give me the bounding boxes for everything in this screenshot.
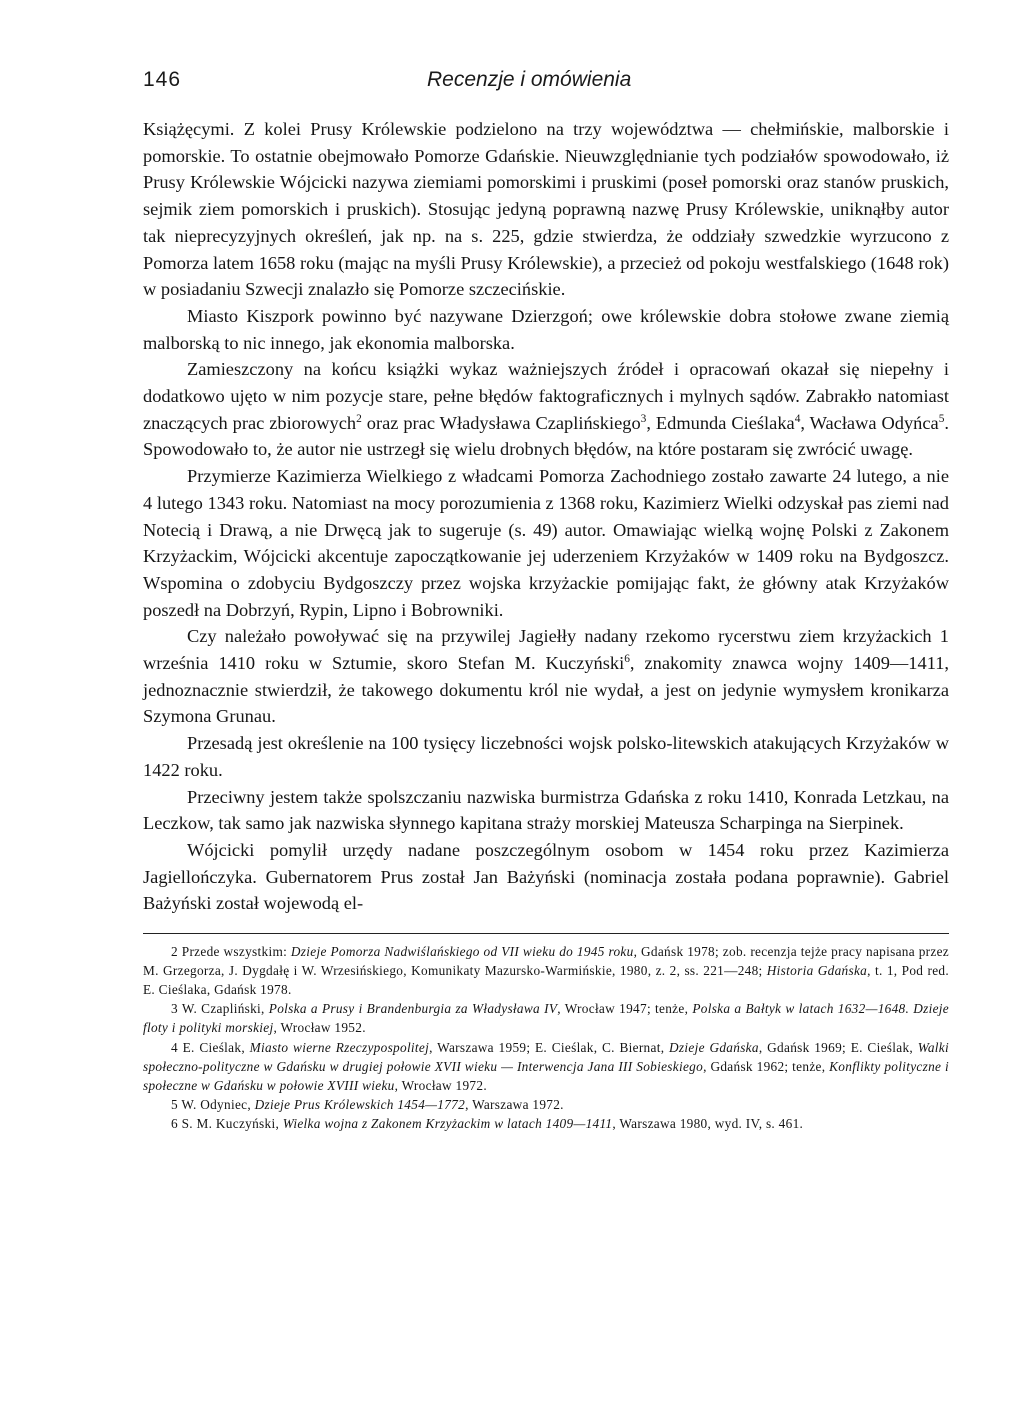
text-run: . Spowodowało to, że autor nie ustrzegł się wielu drobnych błędów, na które postaram się zwrócić uwagę. [143, 412, 949, 460]
footnote-6 [143, 1114, 949, 1133]
text-run: oraz prac Władysława Czaplińskiego [361, 412, 641, 433]
footnote-ref: 3 [640, 412, 647, 425]
footnote-text: 4 E. Cieślak, [171, 1039, 250, 1055]
footnote-title: Walki społeczno-polityczne w Gdańsku w drugiej połowie XVII wieku — Interwencja Jana III Sobieskiego [143, 1039, 949, 1074]
paragraph-2: Miasto Kiszpork powinno być nazywane Dzierzgoń; owe królewskie dobra stołowe zwane ziemią malborską to nic innego, jak ekonomia malborska. [143, 305, 949, 353]
footnote-text: , Gdańsk 1969; E. Cieślak, [758, 1039, 918, 1055]
footnote-title: Dzieje Gdańska [669, 1039, 759, 1055]
footnote-title: Dzieje Prus Królewskich 1454—1772 [254, 1096, 466, 1112]
footnote-text: , Warszawa 1972. [465, 1096, 564, 1112]
footnote-ref: 4 [794, 412, 801, 425]
footnote-text: , Wrocław 1952. [273, 1020, 366, 1036]
footnote-text: , Warszawa 1959; E. Cieślak, C. Biernat, [429, 1039, 670, 1055]
paragraph-4: Przymierze Kazimierza Wielkiego z władcami Pomorza Zachodniego zostało zawarte 24 lutego, a nie 4 lutego 1343 roku. Natomiast na mocy porozumienia z 1368 roku, Kazimierz Wielki odzyskał pas ziemi nad Notecią i Drawą, a nie Drwęcą jak to sugeruje (s. 49) autor. Omawiając wielką wojnę Polski z Zakonem Krzyżackim, Wójcicki akcentuje zapoczątkowanie jej uderzeniem Krzyżaków w 1409 roku na Bydgoszcz. Wspomina o zdobyciu Bydgoszczy przez wojska krzyżackie pomijając fakt, że główny atak Krzyżaków poszedł na Dobrzyń, Rypin, Lipno i Bobrowniki. [143, 466, 949, 620]
text-run: Czy należało powoływać się na przywilej Jagiełły nadany rzekomo rycerstwu ziem krzyżackich 1 września 1410 roku w Sztumie, skoro Stefan M. Kuczyński [143, 626, 949, 674]
footnote-ref: 5 [938, 412, 945, 425]
footnote-divider [143, 933, 949, 934]
footnote-2 [143, 942, 949, 999]
main-text [143, 116, 949, 917]
footnote-text: , Wrocław 1947; tenże, [557, 1001, 693, 1017]
footnote-title: Miasto wierne Rzeczypospolitej [249, 1039, 430, 1055]
paragraph-5 [143, 623, 949, 730]
page-number: 146 [143, 68, 182, 91]
footnotes [143, 942, 949, 1133]
footnote-text: , t. 1, Pod red. E. Cieślaka, Gdańsk 1978. [143, 963, 949, 998]
text-run: , Wacława Odyńca [800, 412, 939, 433]
paragraph-3 [143, 356, 949, 463]
footnote-ref: 2 [356, 412, 362, 425]
footnote-title: Dzieje Pomorza Nadwiślańskiego od VII wieku do 1945 roku [290, 944, 634, 960]
page-header [143, 62, 949, 106]
text-run: , znakomity znawca wojny 1409—1411, jednoznacznie stwierdził, że takowego dokumentu król nie wydał, a jest on jedynie wymysłem kronikarza Szymona Grunau. [143, 653, 950, 727]
footnote-5 [143, 1095, 949, 1114]
text-run: Zamieszczony na końcu książki wykaz ważniejszych źródeł i opracowań okazał się niepełny i dodatkowo ujęto w nim pozycje stare, pełne błędów faktograficznych i mylnych sądów. Zabrakło natomiast znaczących prac zbiorowych [143, 359, 949, 433]
footnote-text: , Gdańsk 1962; tenże, [703, 1058, 830, 1074]
footnote-text: , Warszawa 1980, wyd. IV, s. 461. [612, 1115, 804, 1131]
paragraph-7: Przeciwny jestem także spolszczaniu nazwiska burmistrza Gdańska z roku 1410, Konrada Letzkau, na Leczkow, tak samo jak nazwiska słynnego kapitana straży morskiej Mateusza Scharpinga na Sierpinek. [143, 786, 949, 834]
footnote-title: Historia Gdańska [766, 963, 868, 979]
footnote-title: Konflikty polityczne i społeczne w Gdańsku w połowie XVIII wieku [143, 1058, 949, 1093]
footnote-text: 6 S. M. Kuczyński, [171, 1115, 283, 1131]
footnote-ref: 6 [624, 652, 630, 665]
paragraph-1: Książęcymi. Z kolei Prusy Królewskie podzielono na trzy województwa — chełmińskie, malborskie i pomorskie. To ostatnie obejmowało Pomorze Gdańskie. Nieuwzględnianie tych podziałów spowodowało, iż Prusy Królewskie Wójcicki nazywa ziemiami pomorskimi i pruskimi (poseł pomorski oraz stanów pruskich, sejmik ziem pomorskich i pruskich). Stosując jedyną poprawną nazwę Prusy Królewskie, uniknąłby autor tak nieprecyzyjnych określeń, jak np. na s. 225, gdzie stwierdza, że oddziały szwedzkie wyrzucono z Pomorza latem 1658 roku (mając na myśli Prusy Królewskie), a przecież od pokoju westfalskiego (1648 rok) w posiadaniu Szwecji znalazło się Pomorze szczecińskie. [143, 119, 949, 300]
paragraph-8: Wójcicki pomylił urzędy nadane poszczególnym osobom w 1454 roku przez Kazimierza Jagiellończyka. Gubernatorem Prus został Jan Bażyński (nominacja została podana poprawnie). Gabriel Bażyński został wojewodą el- [143, 839, 949, 914]
page [143, 62, 949, 1133]
footnote-text: 2 Przede wszystkim: [171, 944, 291, 960]
footnote-3 [143, 999, 949, 1037]
footnote-title: Wielka wojna z Zakonem Krzyżackim w latach 1409—1411 [282, 1115, 613, 1131]
footnote-text: , Wrocław 1972. [394, 1077, 487, 1093]
footnote-title: Polska a Bałtyk w latach 1632—1648. Dzieje floty i polityki morskiej [143, 1001, 949, 1036]
footnote-text: 3 W. Czapliński, [171, 1001, 269, 1017]
footnote-4 [143, 1038, 949, 1095]
paragraph-6: Przesadą jest określenie na 100 tysięcy liczebności wojsk polsko-litewskich atakujących Krzyżaków w 1422 roku. [143, 733, 949, 780]
footnote-text: 5 W. Odyniec, [171, 1096, 255, 1112]
text-run: , Edmunda Cieślaka [646, 412, 795, 433]
running-title: Recenzje i omówienia [427, 68, 632, 91]
footnote-text: , Gdańsk 1978; zob. recenzja tejże pracy napisana przez M. Grzegorza, J. Dygdałę i W. Wrzesińskiego, Komunikaty Mazursko-Warmińskie, 1980, z. 2, ss. 221—248; [143, 944, 950, 979]
footnote-title: Polska a Prusy i Brandenburgia za Władysława IV [268, 1001, 558, 1017]
